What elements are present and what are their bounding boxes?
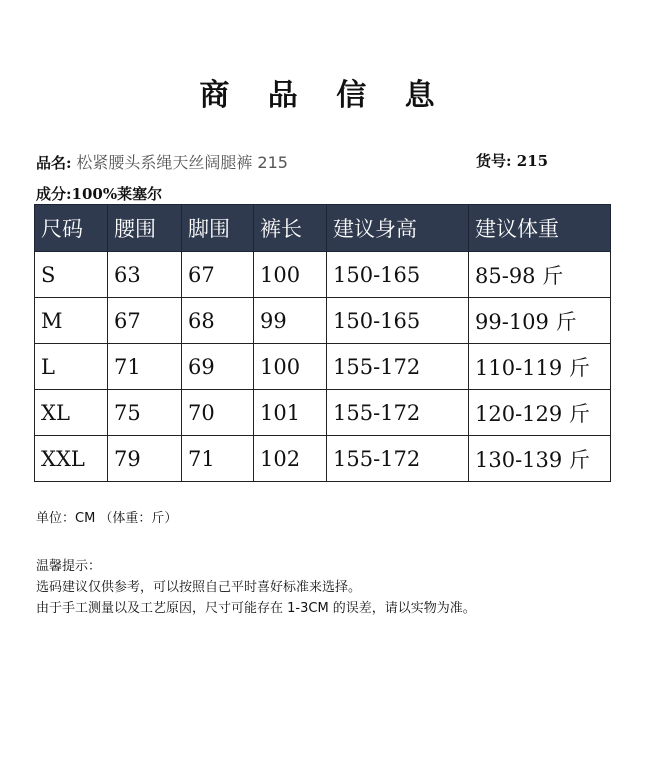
sku-label: 货号: [476,152,512,170]
cell-length: 101 [254,390,327,436]
unit-note: 单位：CM （体重：斤） [36,511,178,526]
cell-length: 100 [254,344,327,390]
cell-weight: 85-98 斤 [469,252,611,298]
table-row [35,252,611,298]
cell-height: 155-172 [327,344,469,390]
cell-size: XXL [35,436,108,482]
header-waist: 腰围 [108,205,182,252]
cell-hem: 70 [182,390,254,436]
cell-waist: 67 [108,298,182,344]
cell-waist: 71 [108,344,182,390]
material-row [36,183,162,204]
cell-height: 155-172 [327,390,469,436]
cell-hem: 67 [182,252,254,298]
table-row [35,298,611,344]
cell-weight: 130-139 斤 [469,436,611,482]
header-weight: 建议体重 [469,205,611,252]
page-title: 商 品 信 息 [199,78,449,113]
tips-line-1: 选码建议仅供参考，可以按照自己平时喜好标准来选择。 [36,580,362,595]
cell-waist: 79 [108,436,182,482]
header-length: 裤长 [254,205,327,252]
cell-hem: 69 [182,344,254,390]
cell-size: M [35,298,108,344]
product-name-row [36,150,288,173]
tips-line-2: 由于手工测量以及工艺原因，尺寸可能存在 1-3CM 的误差，请以实物为准。 [36,601,476,616]
product-sku-row [476,150,548,171]
material-label: 成分: [36,185,72,203]
cell-size: XL [35,390,108,436]
cell-length: 100 [254,252,327,298]
product-name-label: 品名: [36,154,72,172]
header-height: 建议身高 [327,205,469,252]
cell-weight: 120-129 斤 [469,390,611,436]
material-value: 100%莱塞尔 [71,185,163,203]
product-name-value: 松紧腰头系绳天丝阔腿裤 215 [76,153,288,172]
cell-size: S [35,252,108,298]
cell-waist: 75 [108,390,182,436]
table-row [35,436,611,482]
cell-weight: 110-119 斤 [469,344,611,390]
cell-waist: 63 [108,252,182,298]
header-hem: 脚围 [182,205,254,252]
cell-weight: 99-109 斤 [469,298,611,344]
header-size: 尺码 [35,205,108,252]
cell-size: L [35,344,108,390]
tips-heading: 温馨提示： [36,559,102,574]
cell-height: 150-165 [327,252,469,298]
cell-length: 102 [254,436,327,482]
table-row [35,390,611,436]
sku-value: 215 [516,152,549,170]
size-chart-table [34,204,611,482]
cell-length: 99 [254,298,327,344]
cell-height: 155-172 [327,436,469,482]
cell-hem: 71 [182,436,254,482]
table-row [35,344,611,390]
cell-height: 150-165 [327,298,469,344]
tips-block [36,556,476,619]
table-header-row [35,205,611,252]
cell-hem: 68 [182,298,254,344]
